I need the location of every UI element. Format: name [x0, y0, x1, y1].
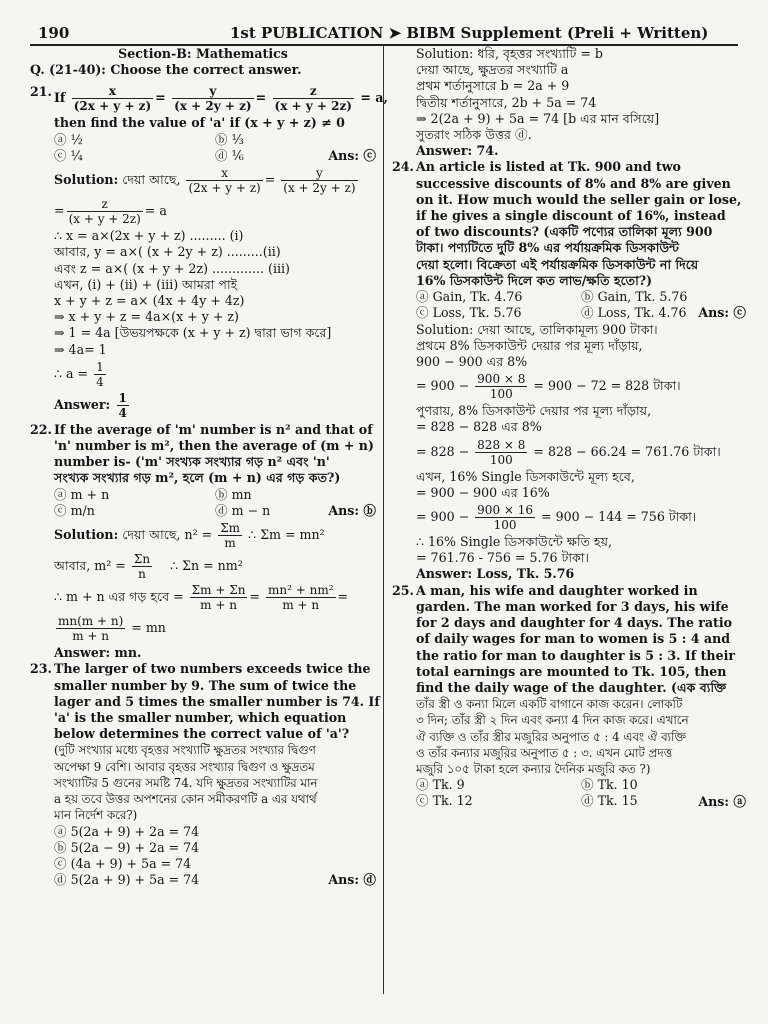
q23-bangla: (দুটি সংখ্যার মধ্যে বৃহত্তর সংখ্যাটি ক্ষুদ্রতর সংখ্যার দ্বিগুণ অপেক্ষা 9 বেশি। আবার বৃহত্তর সংখ্যার দ্বিগুণ ও ক্ষুদ্রতম সংখ্যাটির 5 গুনের সমষ্টি 74. যদি ক্ষুদ্রতর সংখ্যাটির মান a হয় তবে উত্তর অপশনের কোন সমীকরণটি a এর যথার্থ মান নির্দেশ করে?): [54, 743, 318, 823]
option-c[interactable]: ⓒ ¼: [54, 147, 83, 163]
running-title: 1st PUBLICATION ➤ BIBM Supplement (Preli + Written): [230, 24, 709, 42]
q23-answer: Answer: 74.: [416, 143, 499, 159]
q25-bangla: তাঁর স্ত্রী ও কন্যা মিলে একটি বাগানে কাজ করেন। লোকটি ৩ দিন; তাঁর স্ত্রী ২ দিন এবং কন্যা 4 দিন কাজ করে। এখানে ঐ ব্যক্তি ও তাঁর স্ত্রীর মজুরির অনুপাত ৫ : 4 এবং ঐ ব্যক্তি ও তাঁর কন্যার মজুরির অনুপাত ৫ : ৩. এখন মোট প্রদত্ত মজুরি ১০৫ টাকা হলে কন্যার দৈনিক মজুরি কত ?): [416, 697, 689, 776]
option-c[interactable]: ⓒ m/n: [54, 502, 95, 518]
question-25: 25. A man, his wife and daughter worked in garden. The man worked for 3 days, his wife for 2 days and daughter for 4 days. The ratio of daily wages for man to women is 5 : 4 and the ratio for man to daughter is 5 : 3. If their total earnings are mounted to Tk. 105, then find the daily wage of the daughter. (এক ব্যক্তি: [392, 582, 736, 695]
instruction: Q. (21-40): Choose the correct answer.: [30, 62, 302, 78]
option-b[interactable]: ⓑ ⅓: [215, 131, 244, 147]
option-d[interactable]: ⓓ 5(2a + 9) + 5a = 74: [54, 872, 200, 888]
q21-condition: then find the value of 'a' if (x + y + z) ≠ 0: [54, 115, 345, 131]
q25-answer-key: Ans: ⓐ: [698, 793, 746, 809]
option-c[interactable]: ⓒ Loss, Tk. 5.76: [416, 305, 522, 321]
q24-answer: Answer: Loss, Tk. 5.76: [416, 566, 575, 582]
section-title: Section-B: Mathematics: [118, 46, 288, 61]
q21-solution-head: Solution: দেয়া আছে, $\frac{x}{(2x + y + z)}$ = $\frac{y}{(x + 2y + z)}$: [54, 166, 356, 196]
option-b[interactable]: ⓑ Gain, Tk. 5.76: [581, 289, 688, 305]
option-a[interactable]: ⓐ 5(2a + 9) + 2a = 74: [54, 823, 200, 839]
q21-options: [30, 132, 376, 164]
option-b[interactable]: ⓑ 5(2a − 9) + 2a = 74: [54, 839, 200, 855]
right-column: [392, 46, 746, 1020]
page-header: [30, 22, 738, 46]
option-c[interactable]: ⓒ (4a + 9) + 5a = 74: [54, 855, 192, 871]
fraction-one-fourth: $\frac{1}{4}$: [96, 359, 104, 389]
option-a[interactable]: ⓐ ½: [54, 131, 83, 147]
question-23: 23. The larger of two numbers exceeds twice the smaller number by 9. The sum of twice the lager and 5 times the smaller number is 74. If 'a' is the smaller number, which equation below determines the correct value of 'a'?: [30, 661, 380, 742]
q21-fraction-z: $\frac{z}{(x + y + 2z)}$: [274, 84, 352, 114]
q21-fraction-y: $\frac{y}{(x + 2y + z)}$: [174, 84, 252, 114]
q21-solution-z: = $\frac{z}{(x + y + 2z)}$ = a: [54, 197, 167, 227]
option-d[interactable]: ⓓ Loss, Tk. 4.76: [581, 305, 687, 321]
question-24: 24. An article is listed at Tk. 900 and two successive discounts of 8% and 8% are given on it. How much would the seller gain or lose, if he gives a single discount of 16%, instead of two discounts? (একটি পণ্যের তালিকা মূল্য 900 টাকা। পণ্যটিতে দুটি 8% এর পর্যায়ক্রমিক ডিসকাউন্ট দেয়া হলো। বিক্রেতা এই পর্যায়ক্রমিক ডিসকাউন্ট না দিয়ে 16% ডিসকাউন্ট দিলে কত লাভ/ক্ষতি হতো?): [392, 159, 742, 288]
q22-options: [30, 487, 376, 519]
q23-solution: Solution: ধরি, বৃহত্তর সংখ্যাটি = b দেয়া আছে, ক্ষুদ্রতর সংখ্যাটি a প্রথম শর্তানুসারে b = 2a + 9 দ্বিতীয় শর্তানুসারে, 2b + 5a = 74 ⇒ 2(2a + 9) + 5a = 74 [b এর মান বসিয়ে] সুতরাং সঠিক উত্তর ⓓ. Answer: 74.: [392, 46, 746, 159]
q25-options: [392, 777, 746, 809]
option-d[interactable]: ⓓ m − n: [215, 502, 271, 518]
q21-answer: Answer: $\frac{1}{4}$: [54, 390, 127, 420]
option-d[interactable]: ⓓ ⅙: [215, 147, 244, 163]
option-a[interactable]: ⓐ Gain, Tk. 4.76: [416, 289, 523, 305]
column-divider: [383, 46, 384, 994]
question-22: 22. If the average of 'm' number is n² and that of 'n' number is m², then the average of (m + n) number is- ('m' সংখ্যক সংখ্যার গড় n² এবং 'n' সংখ্যক সংখ্যার গড় m², হলে (m + n) এর গড় কত?): [30, 421, 374, 486]
q21-steps: ∴ x = a×(2x + y + z) ......... (i) আবার, y = a×( (x + 2y + z) .........(ii) এবং z = a×( (x + y + 2z) ............. (iii) এখন, (i) + (ii) + (iii) আমরা পাই x + y + z = a× (4x + 4y + 4z) ⇒ x + y + z = 4a×(x + y + z) ⇒ 1 = 4a [উভয়পক্ষকে (x + y + z) দ্বারা ভাগ করে] ⇒ 4a= 1 ∴ a = $\frac{1}{4}$ Answer: $\frac{1}{4}$: [30, 228, 376, 420]
option-b[interactable]: ⓑ mn: [215, 486, 252, 502]
option-c[interactable]: ⓒ Tk. 12: [416, 793, 473, 809]
q24-options: [392, 289, 746, 321]
q22-answer-key: Ans: ⓑ: [328, 503, 376, 519]
left-column: [30, 46, 388, 1020]
q21-if: If: [54, 90, 66, 106]
q21-fraction-x: $\frac{x}{(2x + y + z)}$: [73, 84, 152, 114]
question-21: 21. If $\frac{x}{(2x + y + z)}$ = $\frac{y}{(x + 2y + z)}$ = $\frac{z}{(x + y + 2z)}$ = a, then find the value of 'a' if (x + y + z) ≠ 0: [30, 84, 388, 131]
q21-answer-key: Ans: ⓒ: [328, 148, 376, 164]
q24-solution: Solution: দেয়া আছে, তালিকামূল্য 900 টাকা। প্রথমে 8% ডিসকাউন্ট দেয়ার পর মূল্য দাঁড়ায়, 900 − 900 এর 8% = 900 − $\frac{900 \times 8}{100}$ = 900 − 72 = 828 টাকা। পুণরায়, 8% ডিসকাউন্ট দেয়ার পর মূল্য দাঁড়ায়, = 828 − 828 এর 8% = 828 − $\frac{828 \times 8}{100}$ = 828 − 66.24 = 761.76 টাকা। এখন, 16% Single ডিসকাউন্টে মূল্য হবে, = 900 − 900 এর 16% = 900 − $\frac{900 \times 16}{100}$ = 900 − 144 = 756 টাকা। ∴ 16% Single ডিসকাউন্টে ক্ষতি হয়, = 761.76 - 756 = 5.76 টাকা। Answer: Loss, Tk. 5.76: [392, 322, 746, 583]
q24-answer-key: Ans: ⓒ: [698, 305, 746, 321]
option-b[interactable]: ⓑ Tk. 10: [581, 777, 638, 793]
option-d[interactable]: ⓓ Tk. 15: [581, 793, 638, 809]
option-a[interactable]: ⓐ m + n: [54, 486, 110, 502]
option-a[interactable]: ⓐ Tk. 9: [416, 777, 465, 793]
q23-answer-key: Ans: ⓓ: [328, 872, 376, 888]
page-number: 190: [38, 24, 70, 42]
question-number: 21.: [30, 84, 52, 100]
q22-solution: Solution: দেয়া আছে, n² = $\frac{\Sigma m}{m}$ ∴ Σm = mn² আবার, m² = $\frac{\Sigma n}{n}$ ∴ Σn = nm² ∴ m + n এর গড় হবে = $\frac{\Sigma m + \Sigma n}{m + n}$ = $\frac{\text{mn² + nm²}}{m + n}$ = $\frac{mn(m + n)}{m + n}$ = mn Answer: mn.: [54, 521, 349, 661]
